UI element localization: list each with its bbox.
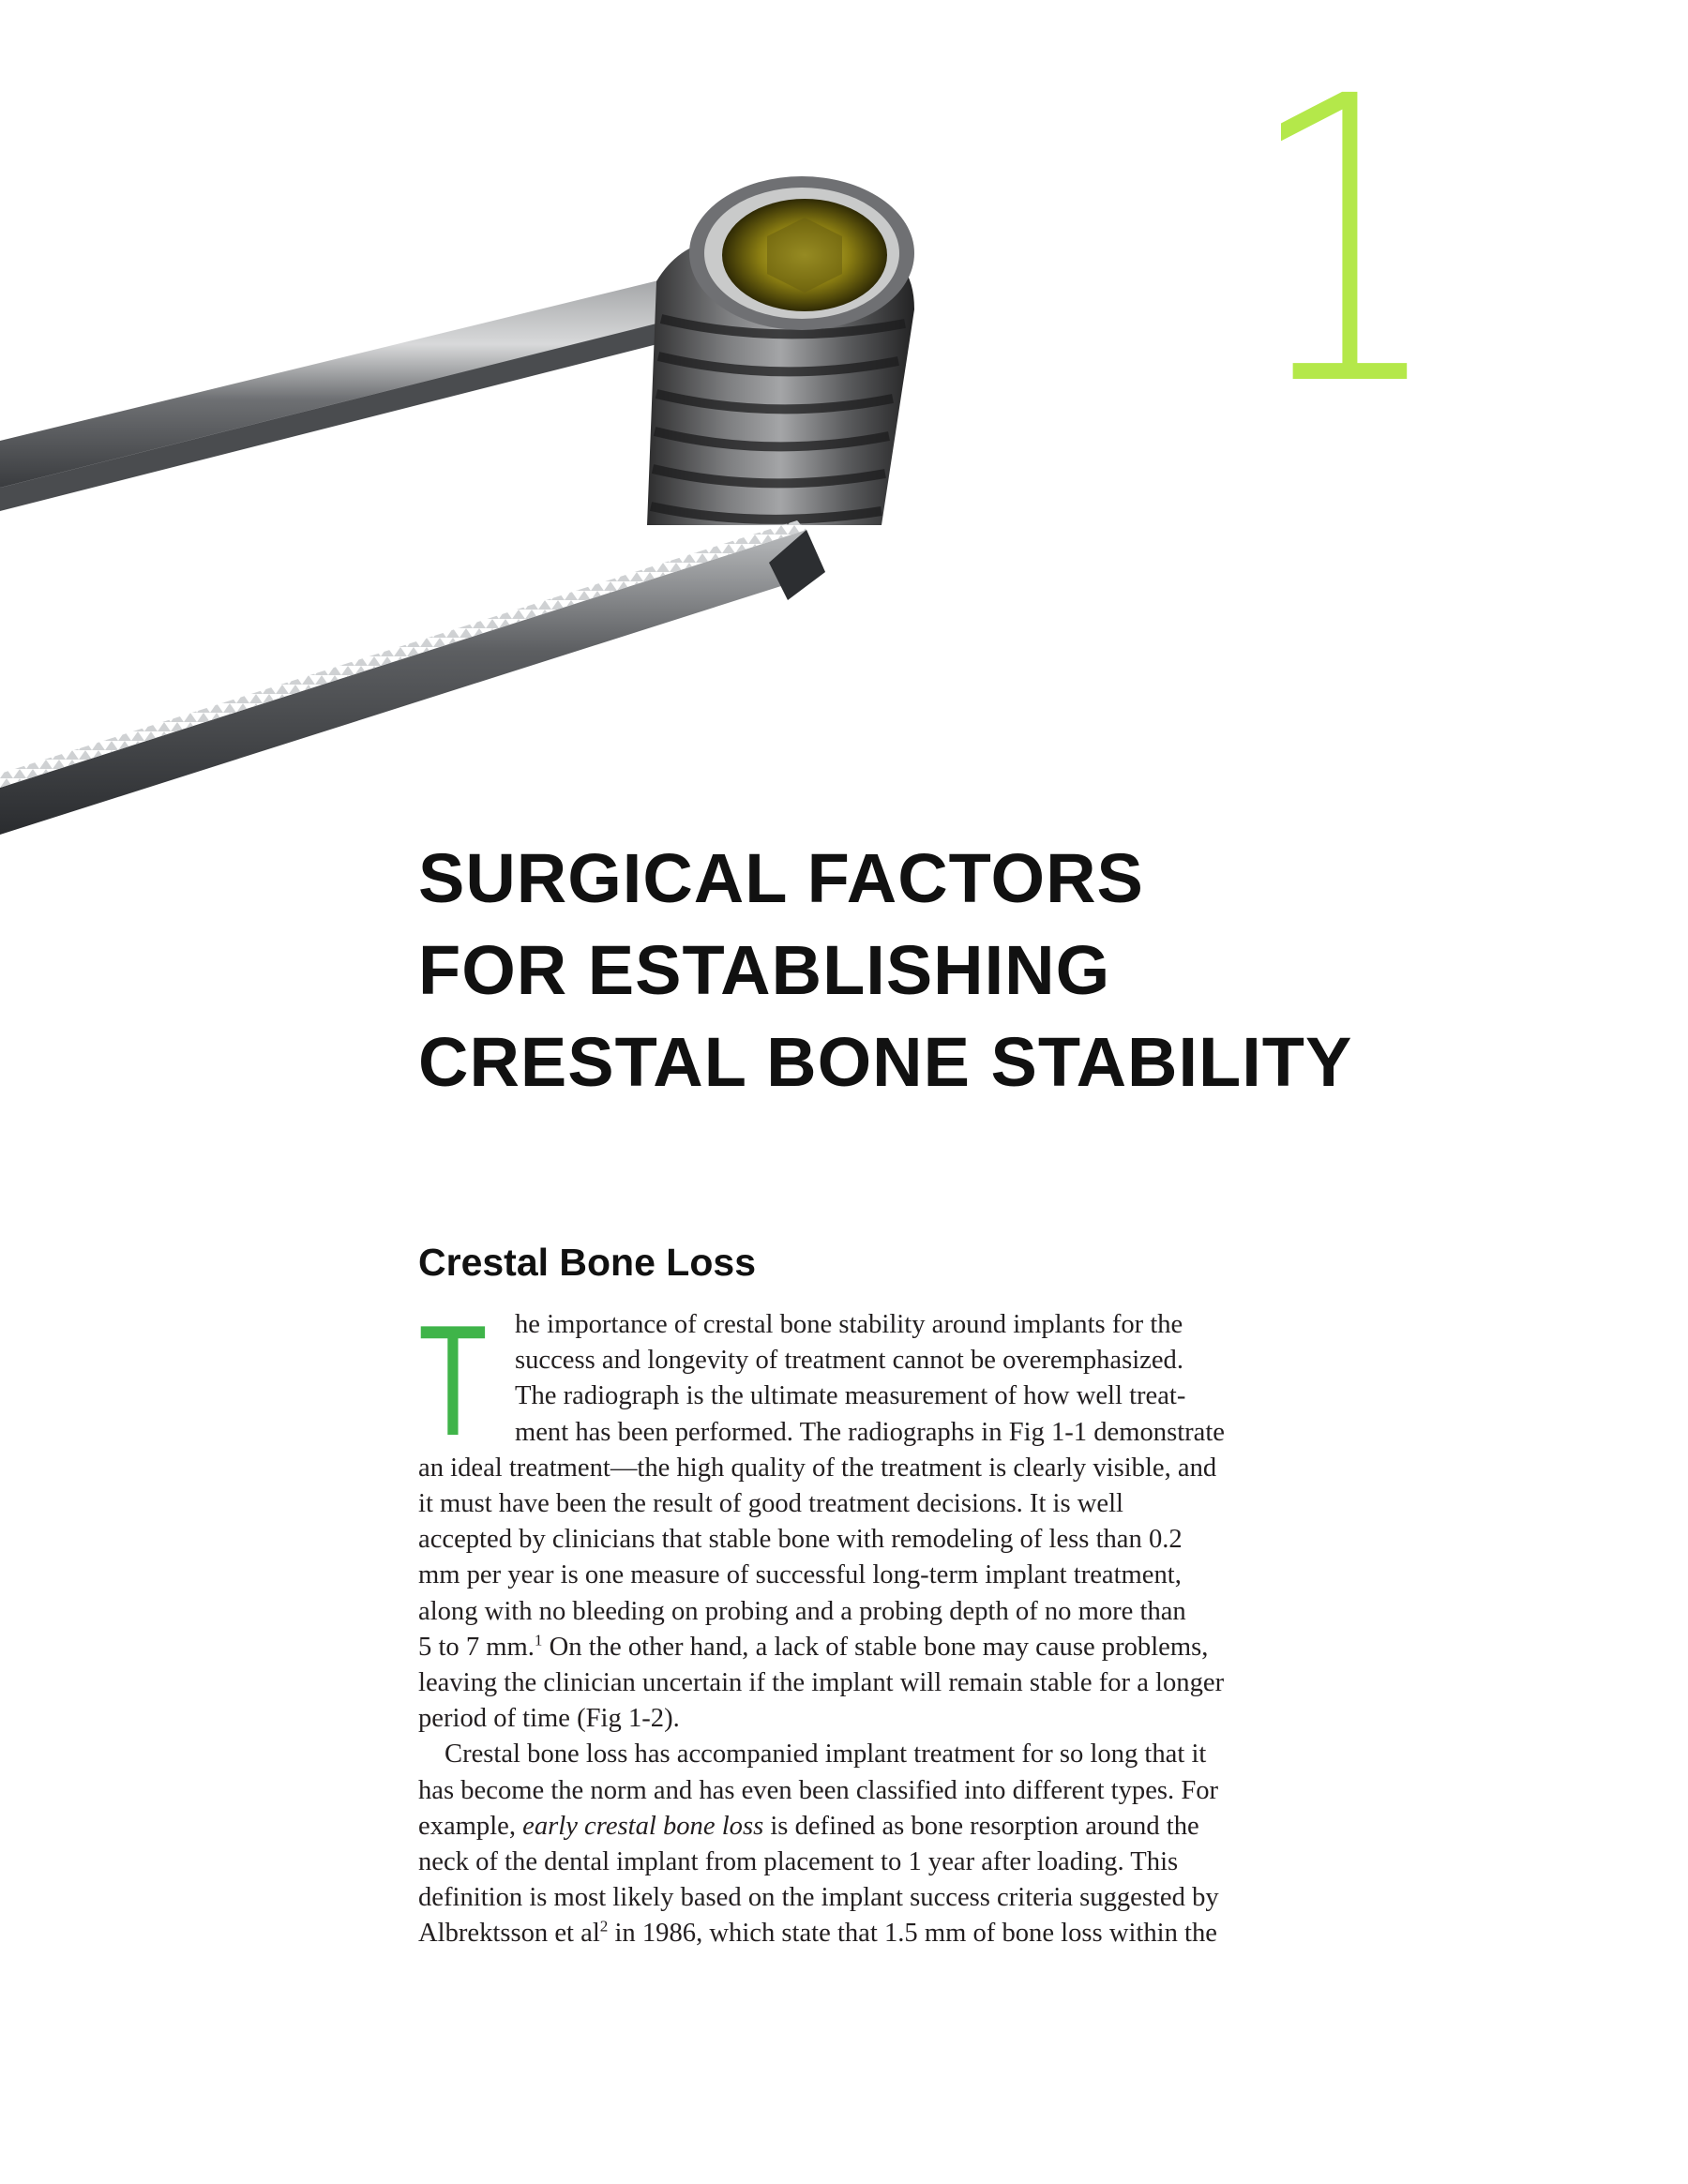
paragraph [418,1737,1262,1951]
text-line: definition is most likely based on the implant success criteria suggested by [418,1883,1219,1913]
text-run: is defined as bone resorption around the [763,1811,1199,1841]
text-line: along with no bleeding on probing and a probing depth of no more than [418,1596,1186,1626]
body-text [418,1292,1262,1952]
chapter-title [418,833,1450,1108]
term-emphasis: early crestal bone loss [522,1811,764,1841]
chapter-title-line: SURGICAL FACTORS [418,839,1144,917]
dental-implant [647,176,914,525]
text-line: period of time (Fig 1-2). [418,1704,680,1734]
text-line: Crestal bone loss has accompanied implant treatment for so long that it [445,1740,1207,1770]
text-run: Albrektsson et al [418,1919,600,1949]
tweezer-lower-arm [0,520,825,835]
text-run: 5 to 7 mm. [418,1632,535,1662]
text-line: has become the norm and has even been classified into different types. For [418,1775,1219,1805]
text-line: success and longevity of treatment cannot be overemphasized. [515,1346,1184,1376]
text-line: an ideal treatment—the high quality of the treatment is clearly visible, and [418,1453,1217,1483]
text-line: leaving the clinician uncertain if the implant will remain stable for a longer [418,1668,1225,1698]
text-line [418,1916,1262,1951]
text-line: The radiograph is the ultimate measurement of how well treat- [515,1381,1186,1411]
paragraph [418,1292,1262,1737]
drop-cap: T [418,1292,488,1469]
text-line: it must have been the result of good treatment decisions. It is well [418,1489,1123,1519]
text-run: in 1986, which state that 1.5 mm of bone loss within the [608,1919,1217,1949]
text-run: example, [418,1811,523,1841]
tweezer-upper-arm [0,267,713,511]
section-heading: Crestal Bone Loss [418,1241,756,1284]
chapter-number: 1 [1247,14,1443,473]
text-line: mm per year is one measure of successful long-term implant treatment, [418,1560,1182,1590]
chapter-title-line: CRESTAL BONE STABILITY [418,1023,1353,1101]
text-line [418,1809,1262,1845]
text-line: accepted by clinicians that stable bone with remodeling of less than 0.2 [418,1525,1183,1555]
chapter-title-line: FOR ESTABLISHING [418,931,1111,1009]
text-line: neck of the dental implant from placement to 1 year after loading. This [418,1847,1179,1877]
text-line [418,1630,1262,1665]
text-line: ment has been performed. The radiographs in Fig 1-1 demonstrate [515,1417,1225,1447]
text-run: On the other hand, a lack of stable bone may cause problems, [542,1632,1209,1662]
text-line: he importance of crestal bone stability around implants for the [515,1310,1183,1339]
citation-ref: 2 [599,1917,609,1935]
citation-ref: 1 [534,1631,543,1649]
